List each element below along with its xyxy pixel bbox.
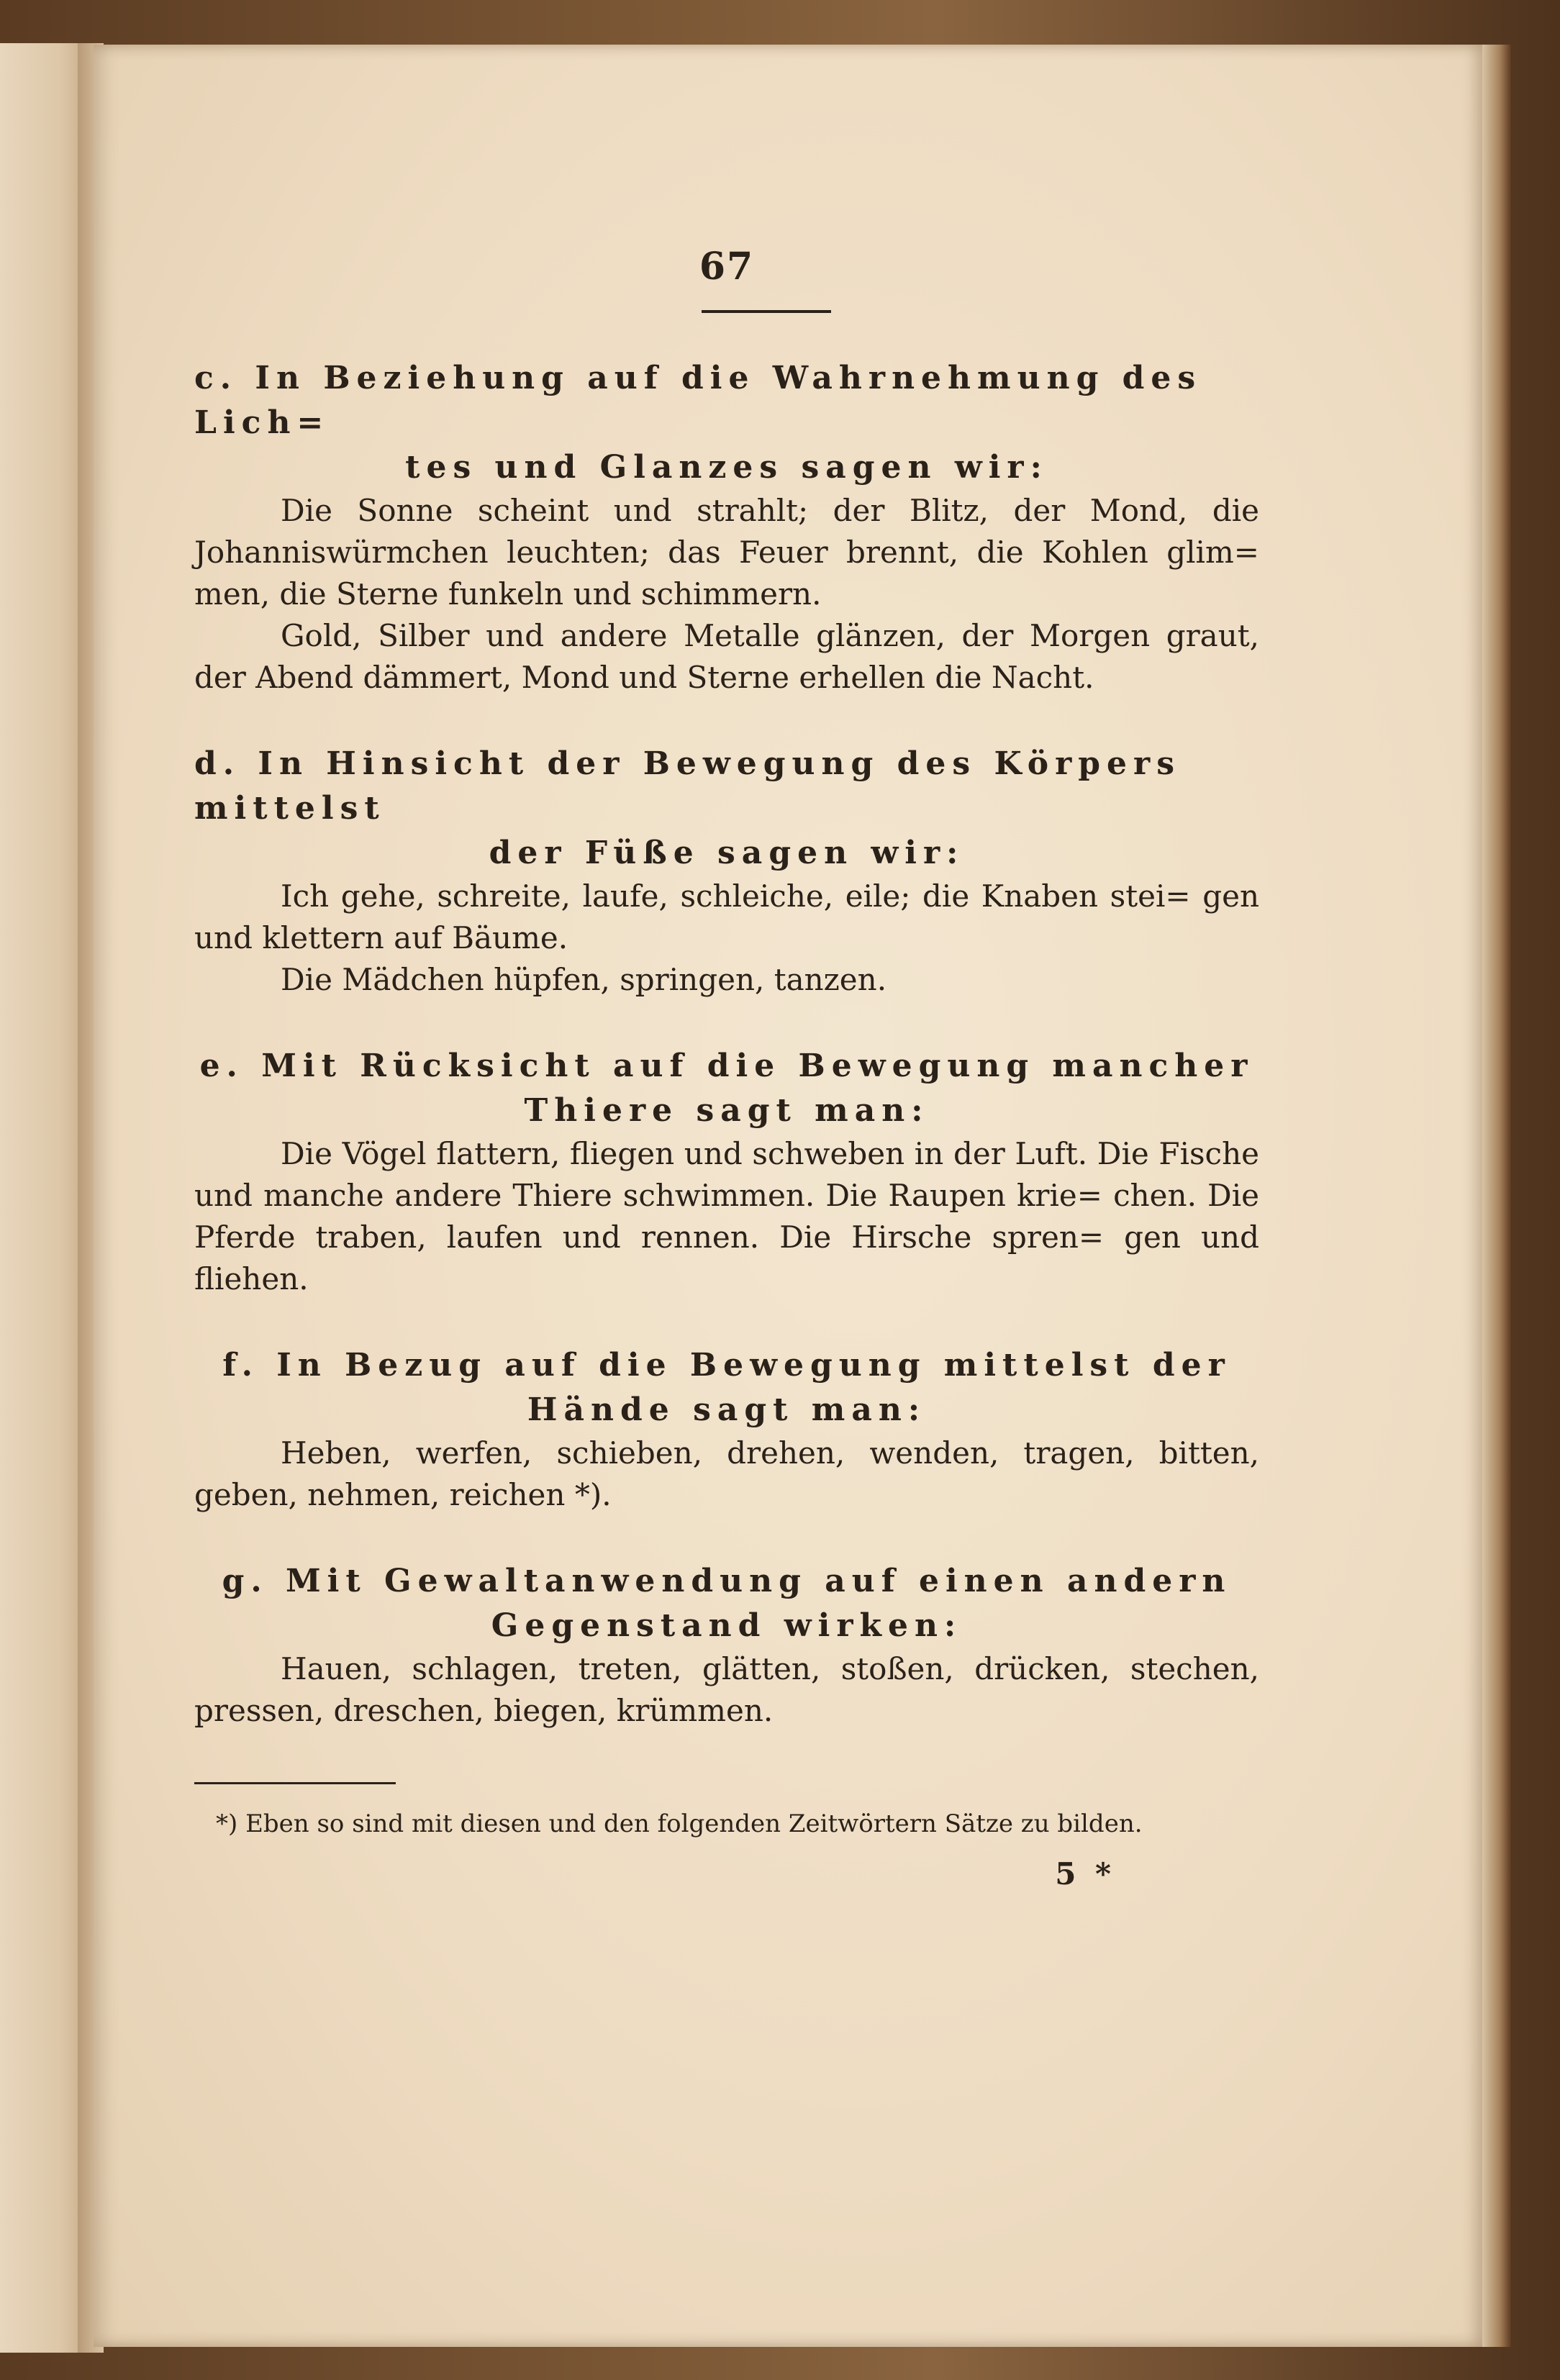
- paragraph: Die Vögel flattern, fliegen und schweben in der Luft. Die Fische und manche andere Thiere schwimmen. Die Raupen krie= chen. Die Pferde traben, laufen und rennen. Die Hirsche spren= gen und fliehen.: [194, 1136, 1259, 1296]
- section-d: [194, 742, 1259, 1001]
- right-page-edge: [1482, 45, 1511, 2347]
- heading-line-1: g. Mit Gewaltanwendung auf einen andern: [222, 1563, 1232, 1599]
- section-f: [194, 1343, 1259, 1516]
- paragraph: Heben, werfen, schieben, drehen, wenden, tragen, bitten, geben, nehmen, reichen *).: [194, 1435, 1259, 1512]
- paragraph: Die Sonne scheint und strahlt; der Blitz, der Mond, die Johanniswürmchen leuchten; das Feuer brennt, die Kohlen glim= men, die Sterne funkeln und schimmern.: [194, 493, 1259, 612]
- heading-line-2: der Füße sagen wir:: [489, 835, 965, 871]
- page-number-rule: [702, 310, 831, 313]
- paragraph: Gold, Silber und andere Metalle glänzen, der Morgen graut, der Abend dämmert, Mond und Sterne erhellen die Nacht.: [194, 618, 1259, 695]
- paragraph: Ich gehe, schreite, laufe, schleiche, eile; die Knaben stei= gen und klettern auf Bäume.: [194, 878, 1259, 955]
- heading-line-2: Gegenstand wirken:: [491, 1607, 963, 1644]
- heading-line-1: d. In Hinsicht der Bewegung des Körpers mittelst: [194, 745, 1181, 827]
- footnote-rule: [194, 1782, 396, 1784]
- section-e: [194, 1044, 1259, 1300]
- footnote: *) Eben so sind mit diesen und den folgenden Zeitwörtern Sätze zu bilden.: [216, 1809, 1143, 1838]
- heading-line-1: e. Mit Rücksicht auf die Bewegung mancher: [199, 1048, 1254, 1084]
- heading-line-2: tes und Glanzes sagen wir:: [405, 449, 1048, 486]
- page-number: 67: [699, 245, 755, 289]
- heading-line-1: f. In Bezug auf die Bewegung mittelst der: [222, 1347, 1231, 1384]
- heading-line-2: Hände sagt man:: [527, 1391, 927, 1428]
- section-c: [194, 356, 1259, 699]
- left-page-edge: [0, 43, 86, 2353]
- paragraph: Die Mädchen hüpfen, springen, tanzen.: [281, 962, 887, 997]
- section-heading: [194, 742, 1259, 876]
- signature-mark: 5 *: [1055, 1856, 1115, 1891]
- section-g: [194, 1559, 1259, 1732]
- page-content: [194, 245, 1259, 1891]
- heading-line-2: Thiere sagt man:: [524, 1092, 930, 1129]
- section-heading: [194, 1343, 1259, 1432]
- heading-line-1: c. In Beziehung auf die Wahrnehmung des Lich=: [194, 360, 1202, 441]
- section-heading: [194, 356, 1259, 490]
- section-heading: [194, 1044, 1259, 1133]
- paragraph: Hauen, schlagen, treten, glätten, stoßen, drücken, stechen, pressen, dreschen, biegen, krümmen.: [194, 1651, 1259, 1728]
- section-heading: [194, 1559, 1259, 1648]
